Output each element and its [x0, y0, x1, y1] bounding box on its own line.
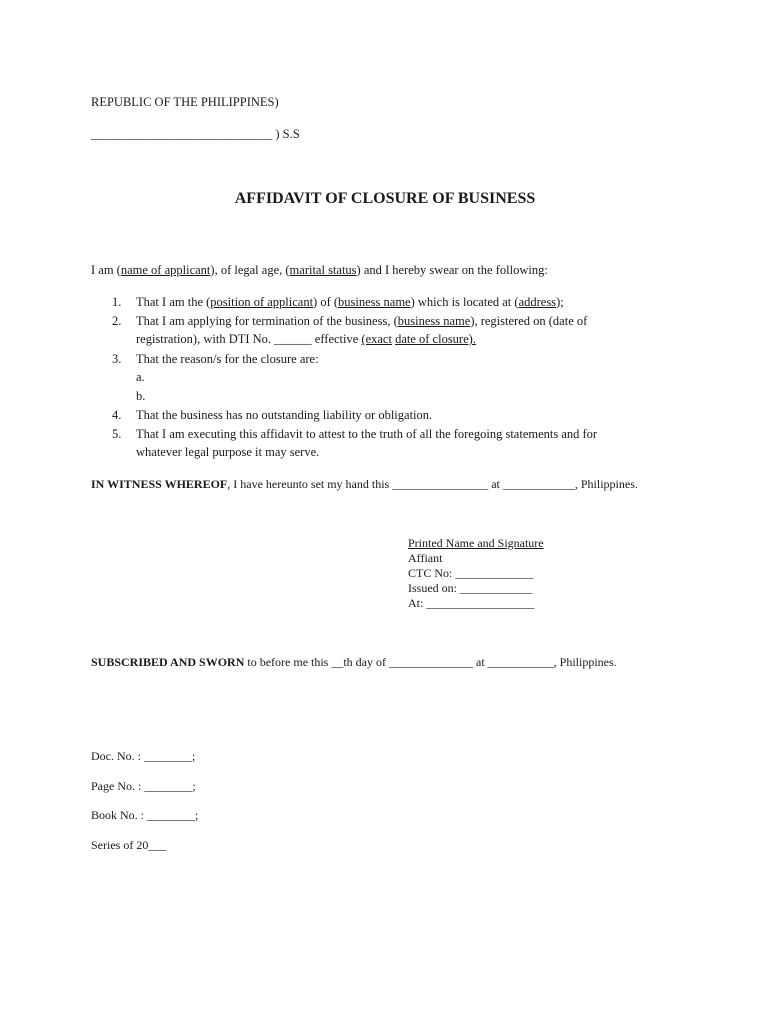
item-text: That the business has no outstanding liability or obligation.: [136, 408, 433, 422]
intro-text-1: I am (: [91, 263, 121, 277]
witness-text: , I have hereunto set my hand this ________________ at ____________, Philippines.: [227, 477, 638, 491]
list-item-continuation: [136, 332, 476, 347]
at-line: At: __________________: [408, 596, 535, 610]
item-text: That I am executing this affidavit to attest to the truth of all the foregoing statements and for: [136, 427, 598, 441]
document-title: AFFIDAVIT OF CLOSURE OF BUSINESS: [234, 190, 536, 207]
exact-date-field: (exact: [361, 332, 392, 346]
marital-status-field: marital status: [289, 263, 357, 277]
item-text-part: registration), with DTI No. ______ effective: [136, 332, 362, 346]
printed-name-signature: [408, 536, 544, 551]
sworn-bold: SUBSCRIBED AND SWORN: [91, 655, 245, 669]
item-text: [136, 314, 587, 329]
item-number: 2.: [112, 314, 122, 328]
series-line: Series of 20___: [91, 838, 167, 852]
book-no-line: Book No. : ________;: [91, 808, 199, 822]
item-text-part: That I am the (: [136, 295, 211, 309]
item-number: 4.: [112, 408, 122, 422]
position-of-applicant-field: position of applicant: [210, 295, 314, 309]
ss-line: _____________________________ ) S.S: [91, 127, 300, 141]
issued-on-line: Issued on: ____________: [408, 581, 532, 595]
page-no-line: Page No. : ________;: [91, 779, 196, 793]
item-text-part: ) of (: [313, 295, 339, 309]
intro-text-2: ), of legal age, (: [210, 263, 290, 277]
reason-a: a.: [136, 370, 145, 384]
item-text-part: That I am applying for termination of the business, (: [136, 314, 398, 328]
ctc-no-line: CTC No: _____________: [408, 566, 534, 580]
item-text-part: ) which is located at (: [410, 295, 519, 309]
item-text-part: );: [556, 295, 564, 309]
witness-paragraph: [91, 477, 638, 492]
sworn-paragraph: [91, 655, 617, 670]
reason-b: b.: [136, 389, 146, 403]
item-number: 3.: [112, 352, 122, 366]
sworn-text: to before me this __th day of ______________ at ___________, Philippines.: [244, 655, 617, 669]
item-number: 1.: [112, 295, 122, 309]
printed-name-label: Printed Name and Signature: [408, 536, 544, 550]
item-text: [136, 295, 564, 310]
name-of-applicant-field: name of applicant: [120, 263, 211, 277]
intro-text-3: ) and I hereby swear on the following:: [356, 263, 548, 277]
intro-paragraph: [91, 263, 548, 278]
item-text-part: ), registered on (date of: [470, 314, 588, 328]
address-field: address: [518, 295, 557, 309]
witness-bold: IN WITNESS WHEREOF: [91, 477, 228, 491]
list-item-continuation: whatever legal purpose it may serve.: [136, 445, 320, 459]
item-number: 5.: [112, 427, 122, 441]
business-name-field: business name: [338, 295, 411, 309]
item-text: That the reason/s for the closure are:: [136, 352, 319, 366]
business-name-field: business name: [397, 314, 471, 328]
affiant-label: Affiant: [408, 551, 443, 565]
date-of-closure-field: date of closure).: [395, 332, 476, 346]
republic-header: REPUBLIC OF THE PHILIPPINES): [91, 95, 279, 109]
doc-no-line: Doc. No. : ________;: [91, 749, 196, 763]
